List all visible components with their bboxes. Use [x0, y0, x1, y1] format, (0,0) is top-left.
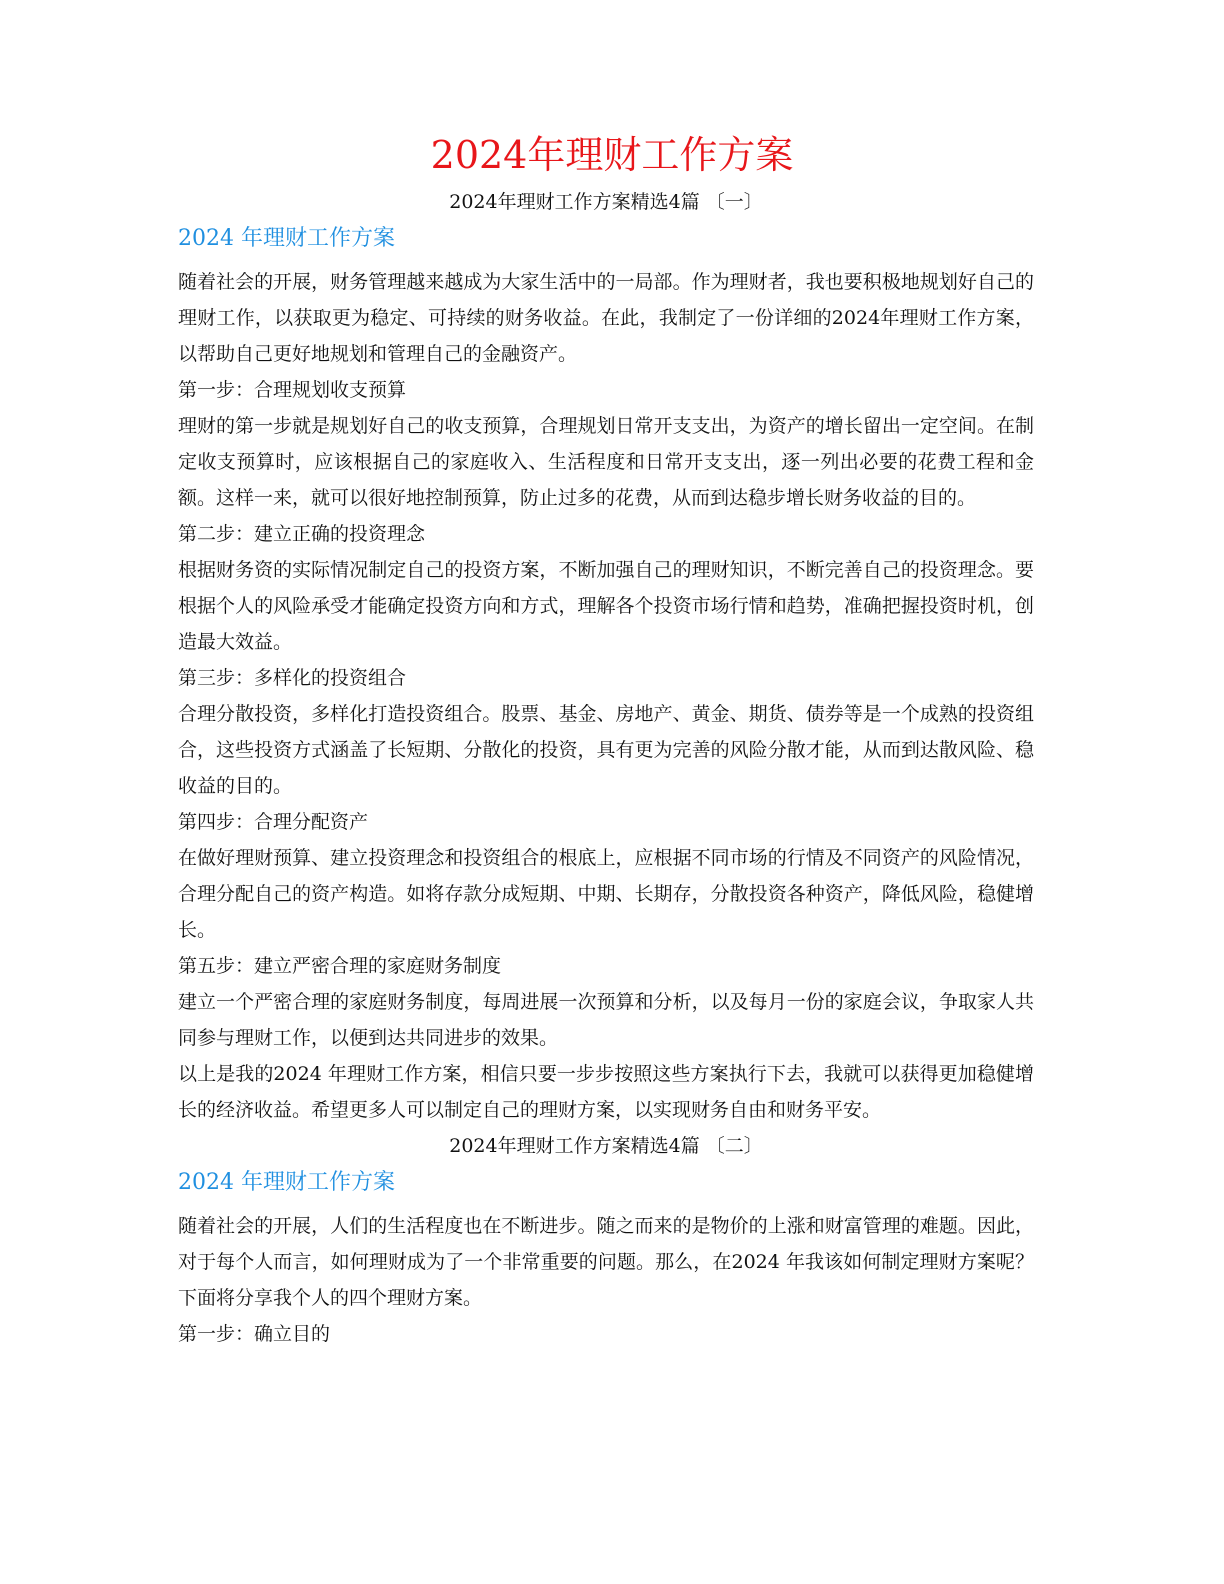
step-text: 根据财务资的实际情况制定自己的投资方案，不断加强自己的理财知识，不断完善自己的投资理念。要根据个人的风险承受才能确定投资方向和方式，理解各个投资市场行情和趋势，准确把握投资时机，创造最大效益。 — [178, 559, 1034, 653]
section-heading: 2024 年理财工作方案 — [178, 226, 395, 251]
section-one — [178, 184, 1034, 1128]
section-subheading: 2024年理财工作方案精选4篇 〔二〕 — [449, 1135, 763, 1157]
section-subheading: 2024年理财工作方案精选4篇 〔一〕 — [449, 191, 763, 213]
section-intro: 随着社会的开展，财务管理越来越成为大家生活中的一局部。作为理财者，我也要积极地规划好自己的理财工作，以获取更为稳定、可持续的财务收益。在此，我制定了一份详细的2024年理财工作方案，以帮助自己更好地规划和管理自己的金融资产。 — [178, 271, 1034, 365]
step-text: 理财的第一步就是规划好自己的收支预算，合理规划日常开支支出，为资产的增长留出一定空间。在制定收支预算时，应该根据自己的家庭收入、生活程度和日常开支支出，逐一列出必要的花费工程和金额。这样一来，就可以很好地控制预算，防止过多的花费，从而到达稳步增长财务收益的目的。 — [178, 415, 1034, 509]
step-title: 第一步：确立目的 — [178, 1323, 331, 1345]
step-title: 第三步：多样化的投资组合 — [178, 667, 407, 689]
section-heading: 2024 年理财工作方案 — [178, 1170, 395, 1195]
section-intro: 随着社会的开展，人们的生活程度也在不断进步。随之而来的是物价的上涨和财富管理的难题。因此，对于每个人而言，如何理财成为了一个非常重要的问题。那么，在2024 年我该如何制定理财方案呢？下面将分享我个人的四个理财方案。 — [178, 1215, 1034, 1309]
section-two — [178, 1128, 1034, 1352]
section-conclusion: 以上是我的2024 年理财工作方案，相信只要一步步按照这些方案执行下去，我就可以获得更加稳健增长的经济收益。希望更多人可以制定自己的理财方案，以实现财务自由和财务平安。 — [178, 1063, 1034, 1121]
step-title: 第四步：合理分配资产 — [178, 811, 369, 833]
step-title: 第二步：建立正确的投资理念 — [178, 523, 426, 545]
step-title: 第一步：合理规划收支预算 — [178, 379, 407, 401]
step-text: 在做好理财预算、建立投资理念和投资组合的根底上，应根据不同市场的行情及不同资产的风险情况，合理分配自己的资产构造。如将存款分成短期、中期、长期存，分散投资各种资产，降低风险，稳健增长。 — [178, 847, 1034, 941]
step-text: 合理分散投资，多样化打造投资组合。股票、基金、房地产、黄金、期货、债券等是一个成熟的投资组合，这些投资方式涵盖了长短期、分散化的投资，具有更为完善的风险分散才能，从而到达散风险、稳收益的目的。 — [178, 703, 1034, 797]
document-body — [178, 184, 1034, 1352]
document-title: 2024年理财工作方案 — [430, 133, 794, 177]
step-title: 第五步：建立严密合理的家庭财务制度 — [178, 955, 502, 977]
step-text: 建立一个严密合理的家庭财务制度，每周进展一次预算和分析，以及每月一份的家庭会议，争取家人共同参与理财工作，以便到达共同进步的效果。 — [178, 991, 1034, 1049]
